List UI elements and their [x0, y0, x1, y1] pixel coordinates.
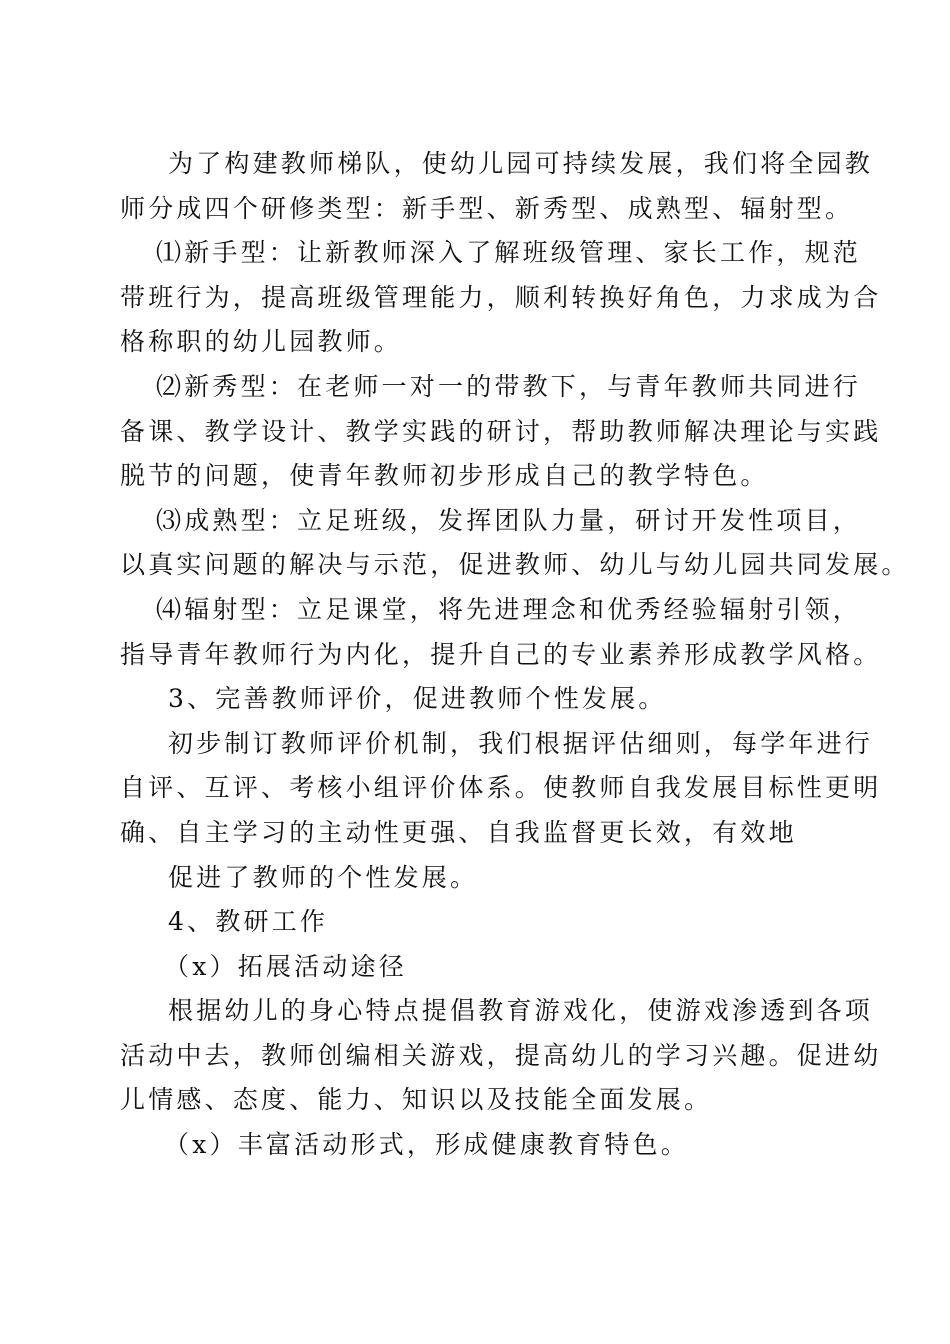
text-line: ⑶成熟型：立足班级，发挥团队力量，研讨开发性项目，: [156, 505, 862, 535]
text-line: 格称职的幼儿园教师。: [120, 327, 403, 357]
text-line: 初步制订教师评价机制，我们根据评估细则，每学年进行: [168, 728, 874, 758]
section-heading: 3、完善教师评价，促进教师个性发展。: [168, 684, 667, 714]
text-line: 确、自主学习的主动性更强、自我监督更长效，有效地: [120, 817, 797, 847]
text-line: 指导青年教师行为内化，提升自己的专业素养形成教学风格。: [120, 639, 882, 669]
text-line: 脱节的问题，使青年教师初步形成自己的教学特色。: [120, 461, 769, 491]
subsection-heading: （x）拓展活动途径: [164, 951, 407, 981]
text-line: ⑷辐射型：立足课堂，将先进理念和优秀经验辐射引领，: [156, 594, 862, 624]
text-line: 儿情感、态度、能力、知识以及技能全面发展。: [120, 1085, 713, 1115]
text-line: 活动中去，教师创编相关游戏，提高幼儿的学习兴趣。促进幼: [120, 1040, 882, 1070]
text-line: ⑴新手型：让新教师深入了解班级管理、家长工作，规范: [156, 238, 862, 268]
section-heading: 4、教研工作: [168, 907, 329, 937]
text-line: 以真实问题的解决与示范，促进教师、幼儿与幼儿园共同发展。: [120, 550, 910, 580]
text-line: 促进了教师的个性发展。: [168, 862, 479, 892]
text-line: 备课、教学设计、教学实践的研讨，帮助教师解决理论与实践: [120, 416, 882, 446]
text-line: 师分成四个研修类型：新手型、新秀型、成熟型、辐射型。: [120, 193, 854, 223]
text-line: 自评、互评、考核小组评价体系。使教师自我发展目标性更明: [120, 773, 882, 803]
text-line: 根据幼儿的身心特点提倡教育游戏化，使游戏渗透到各项: [168, 996, 874, 1026]
document-body: [120, 142, 910, 1168]
text-line: 带班行为，提高班级管理能力，顺利转换好角色，力求成为合: [120, 282, 882, 312]
text-line: ⑵新秀型：在老师一对一的带教下，与青年教师共同进行: [156, 371, 862, 401]
subsection-heading: （x）丰富活动形式，形成健康教育特色。: [164, 1130, 689, 1160]
text-line: 为了构建教师梯队，使幼儿园可持续发展，我们将全园教: [168, 149, 874, 178]
